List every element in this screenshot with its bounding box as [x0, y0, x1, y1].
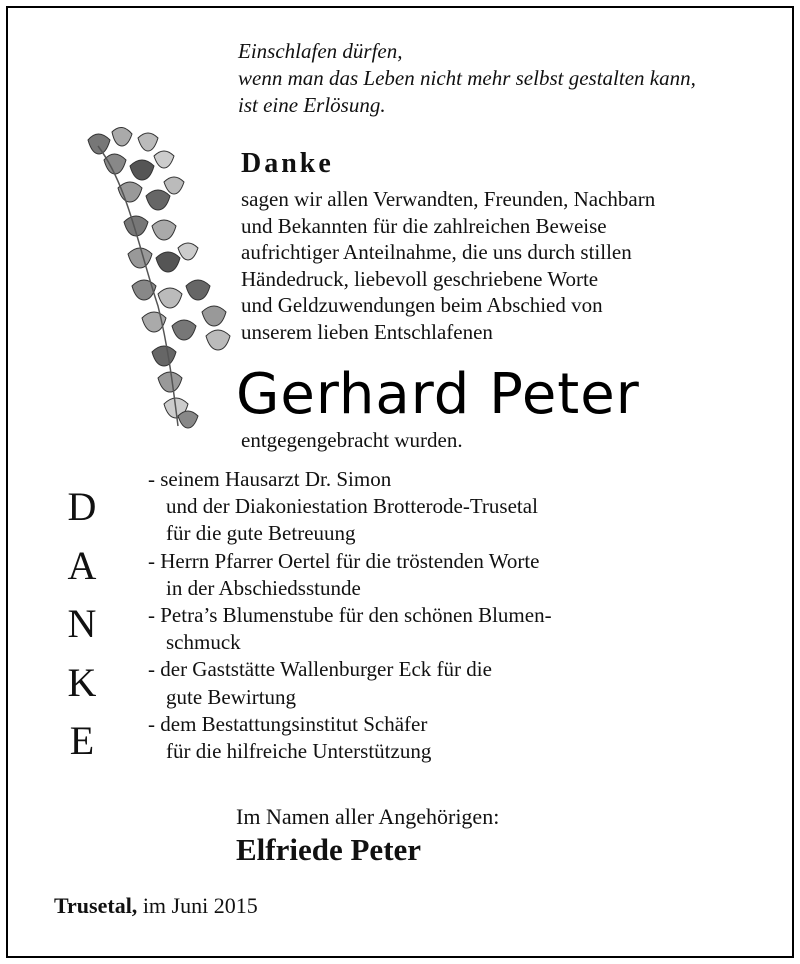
list-item: und der Diakoniestation Brotterode-Trusetal: [166, 494, 538, 519]
list-item: schmuck: [166, 630, 241, 655]
list-item: für die gute Betreuung: [166, 521, 356, 546]
list-item: - seinem Hausarzt Dr. Simon: [148, 467, 392, 491]
vertical-letter: K: [67, 659, 97, 705]
list-item: gute Bewirtung: [166, 684, 297, 709]
motto-line: Einschlafen dürfen,: [238, 39, 403, 63]
place-date: [54, 893, 258, 919]
signer-name: Elfriede Peter: [236, 832, 422, 867]
obituary-notice: [6, 6, 794, 958]
list-item: - dem Bestattungsinstitut Schäfer: [148, 711, 428, 736]
thanks-list: [148, 466, 552, 765]
body-line: und Geldzuwendungen beim Abschied von: [241, 293, 603, 317]
body-text: [241, 186, 761, 345]
list-item: in der Abschiedsstunde: [166, 575, 361, 600]
after-name-text: entgegengebracht wurden.: [241, 428, 463, 452]
date: im Juni 2015: [142, 893, 258, 918]
motto-line: ist eine Erlösung.: [238, 93, 386, 117]
vertical-letter: N: [67, 601, 97, 646]
body-line: unserem lieben Entschlafenen: [241, 319, 493, 344]
ivy-leaves-icon: [68, 126, 238, 436]
heading: Danke: [241, 148, 334, 179]
body-line: sagen wir allen Verwandten, Freunden, Nachbarn: [241, 187, 656, 211]
deceased-name: Gerhard Peter: [236, 362, 640, 427]
list-item: - der Gaststätte Wallenburger Eck für die: [148, 657, 492, 682]
vertical-letter: E: [69, 718, 95, 763]
body-line: Händedruck, liebevoll geschriebene Worte: [241, 266, 599, 291]
body-line: aufrichtiger Anteilnahme, die uns durch stillen: [241, 240, 632, 264]
vertical-danke: [58, 478, 106, 771]
place: Trusetal,: [54, 893, 138, 918]
vertical-letter: D: [67, 484, 97, 529]
body-line: und Bekannten für die zahlreichen Beweise: [241, 213, 607, 238]
list-item: - Herrn Pfarrer Oertel für die tröstenden Worte: [148, 548, 540, 573]
motto: [238, 38, 696, 119]
motto-line: wenn man das Leben nicht mehr selbst gestalten kann,: [238, 66, 696, 90]
list-item: - Petra’s Blumenstube für den schönen Blumen-: [148, 603, 552, 628]
vertical-letter: A: [67, 542, 97, 588]
sign-intro: Im Namen aller Angehörigen:: [236, 804, 500, 829]
list-item: für die hilfreiche Unterstützung: [166, 739, 432, 764]
